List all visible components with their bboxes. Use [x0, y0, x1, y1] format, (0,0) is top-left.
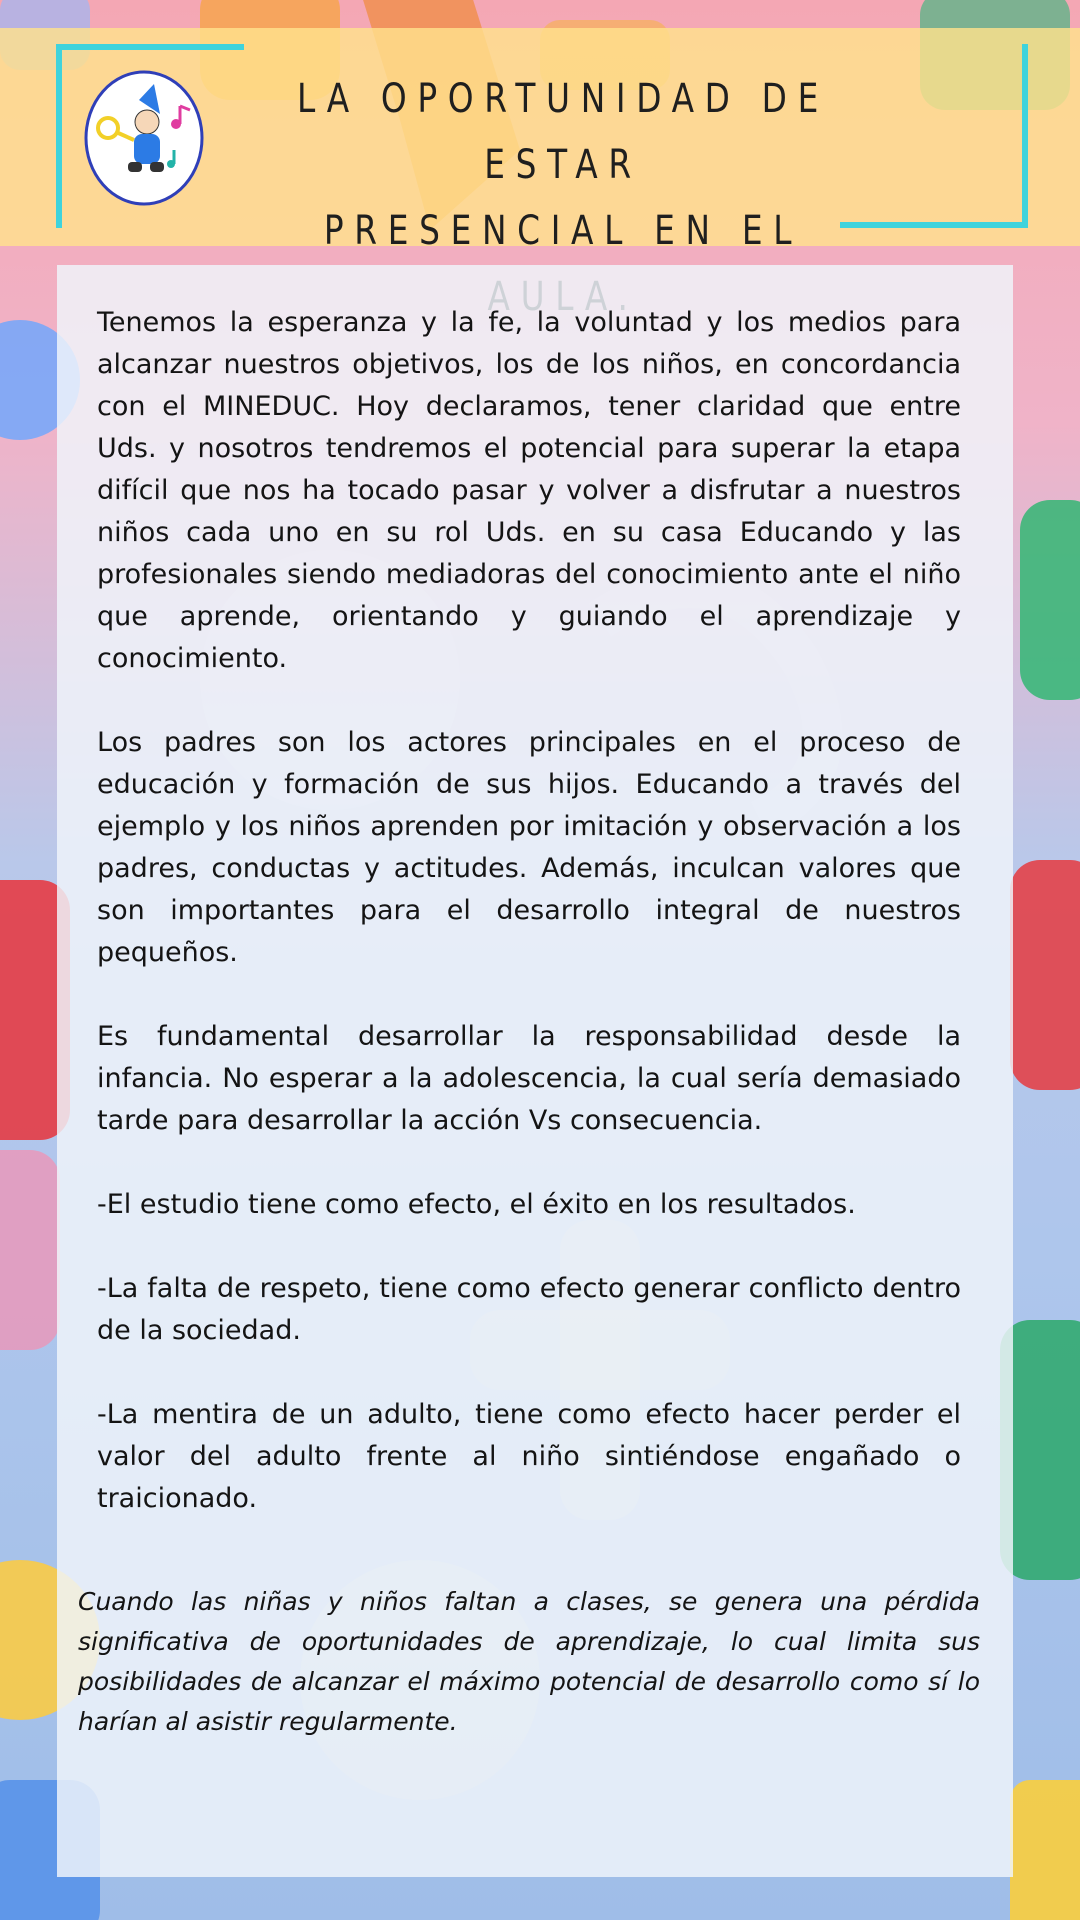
elf-with-music-notes-logo-icon [84, 70, 204, 206]
corner-bracket-top-left-vertical [56, 44, 62, 228]
list-item-lie: -La mentira de un adulto, tiene como efecto hacer perder el valor del adulto frente al niño sintiéndose engañado o traicionado. [97, 1399, 961, 1514]
page-title-line-2: PRESENCIAL EN EL [323, 208, 803, 254]
corner-bracket-top-left [56, 44, 244, 50]
list-item-respect: -La falta de respeto, tiene como efecto generar conflicto dentro de la sociedad. [97, 1273, 961, 1346]
body-text [97, 302, 961, 1562]
page-title-line-1: LA OPORTUNIDAD DE ESTAR [297, 76, 829, 188]
corner-bracket-bottom-right-vertical [1022, 44, 1028, 228]
closing-quote: Cuando las niñas y niños faltan a clases, se genera una pérdida significativa de oportunidades de aprendizaje, lo cual limita sus posibilidades de alcanzar el máximo potencial de desarrollo como sí lo harían al asistir regularmente. [78, 1587, 980, 1736]
paragraph-parents: Los padres son los actores principales en el proceso de educación y formación de sus hijos. Educando a través del ejemplo y los niños aprenden por imitación y observación a los padres, conductas y actitudes. Además, inculcan valores que son importantes para el desarrollo integral de nuestros pequeños. [97, 727, 961, 968]
list-item-study: -El estudio tiene como efecto, el éxito en los resultados. [97, 1189, 856, 1220]
paragraph-hope: Tenemos la esperanza y la fe, la voluntad y los medios para alcanzar nuestros objetivos, los de los niños, en concordancia con el MINEDUC. Hoy declaramos, tener claridad que entre Uds. y nosotros tendremos el potencial para superar la etapa difícil que nos ha tocado pasar y volver a disfrutar a nuestros niños cada uno en su rol Uds. en su casa Educando y las profesionales siendo mediadoras del conocimiento ante el niño que aprende, orientando y guiando el aprendizaje y conocimiento. [97, 307, 961, 674]
paragraph-responsibility: Es fundamental desarrollar la responsabilidad desde la infancia. No esperar a la adolescencia, la cual sería demasiado tarde para desarrollar la acción Vs consecuencia. [97, 1021, 961, 1136]
school-logo [84, 70, 204, 206]
corner-bracket-bottom-right [840, 222, 1028, 228]
